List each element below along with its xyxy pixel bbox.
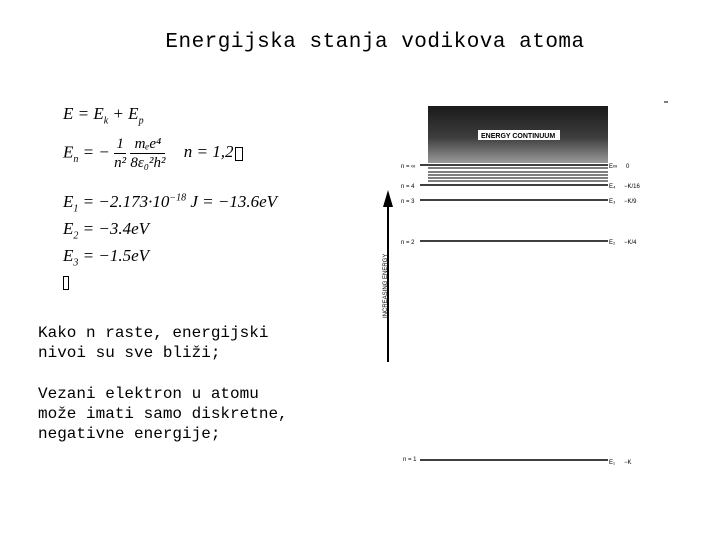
slide-title: Energijska stanja vodikova atoma <box>165 31 585 54</box>
eq2-fraction-2: $\frac{\text{mₑe⁴}}{\text{8ε₀²h²}}$ <box>130 136 166 171</box>
e-label-3: E₃ <box>609 199 616 205</box>
continuum-label: ENERGY CONTINUUM <box>481 133 556 140</box>
n-label-2: n = 2 <box>401 240 415 246</box>
paragraph-discrete-energies: Vezani elektron u atomu može imati samo diskretne, negativne energije; <box>38 385 288 443</box>
value-label-infinity: 0 <box>626 164 630 170</box>
n-label-3: n = 3 <box>401 199 415 205</box>
eq2-fraction-1: $\frac{1}{\text{n²}}$ <box>114 136 127 171</box>
value-label-4: −K/16 <box>624 184 640 190</box>
equation-e3: $E_3 = -1.5eV$ <box>63 246 150 269</box>
arrow-up-icon <box>383 190 393 207</box>
e-label-2: E₂ <box>609 240 616 246</box>
e-label-4: E₄ <box>609 184 616 190</box>
dense-levels <box>428 168 608 181</box>
eq2-lhs: E <box>63 142 74 162</box>
paragraph-levels-closer: Kako n raste, energijski nivoi su sve bliži; <box>38 324 269 362</box>
eq1-text: E = E <box>63 104 104 123</box>
equation-e1: $E_1 = -2.173\cdot 10^{-18}$ J = −13.6eV <box>63 192 278 215</box>
n-label-4: n = 4 <box>401 184 415 190</box>
e-label-infinity: E∞ <box>609 164 618 170</box>
eq2-equals: = − <box>78 142 110 162</box>
equation-e2: $E_2 = -3.4eV$ <box>63 219 150 242</box>
value-label-1: −K <box>624 460 632 466</box>
eq1-sub-p: p <box>138 115 144 127</box>
e-label-1: E₁ <box>609 460 616 466</box>
eq1-sub-k: k <box>103 115 109 127</box>
value-label-2: −K/4 <box>624 240 637 246</box>
eq2-condition: n = 1,2 <box>183 142 234 162</box>
value-label-3: −K/9 <box>624 199 637 205</box>
eq2-sub: n <box>73 153 79 165</box>
eq1-mid: + E <box>108 104 139 123</box>
n-label-1: n = 1 <box>403 457 417 463</box>
n-label-infinity: n = ∞ <box>401 164 416 170</box>
axis-label: INCREASING ENERGY <box>383 253 389 318</box>
